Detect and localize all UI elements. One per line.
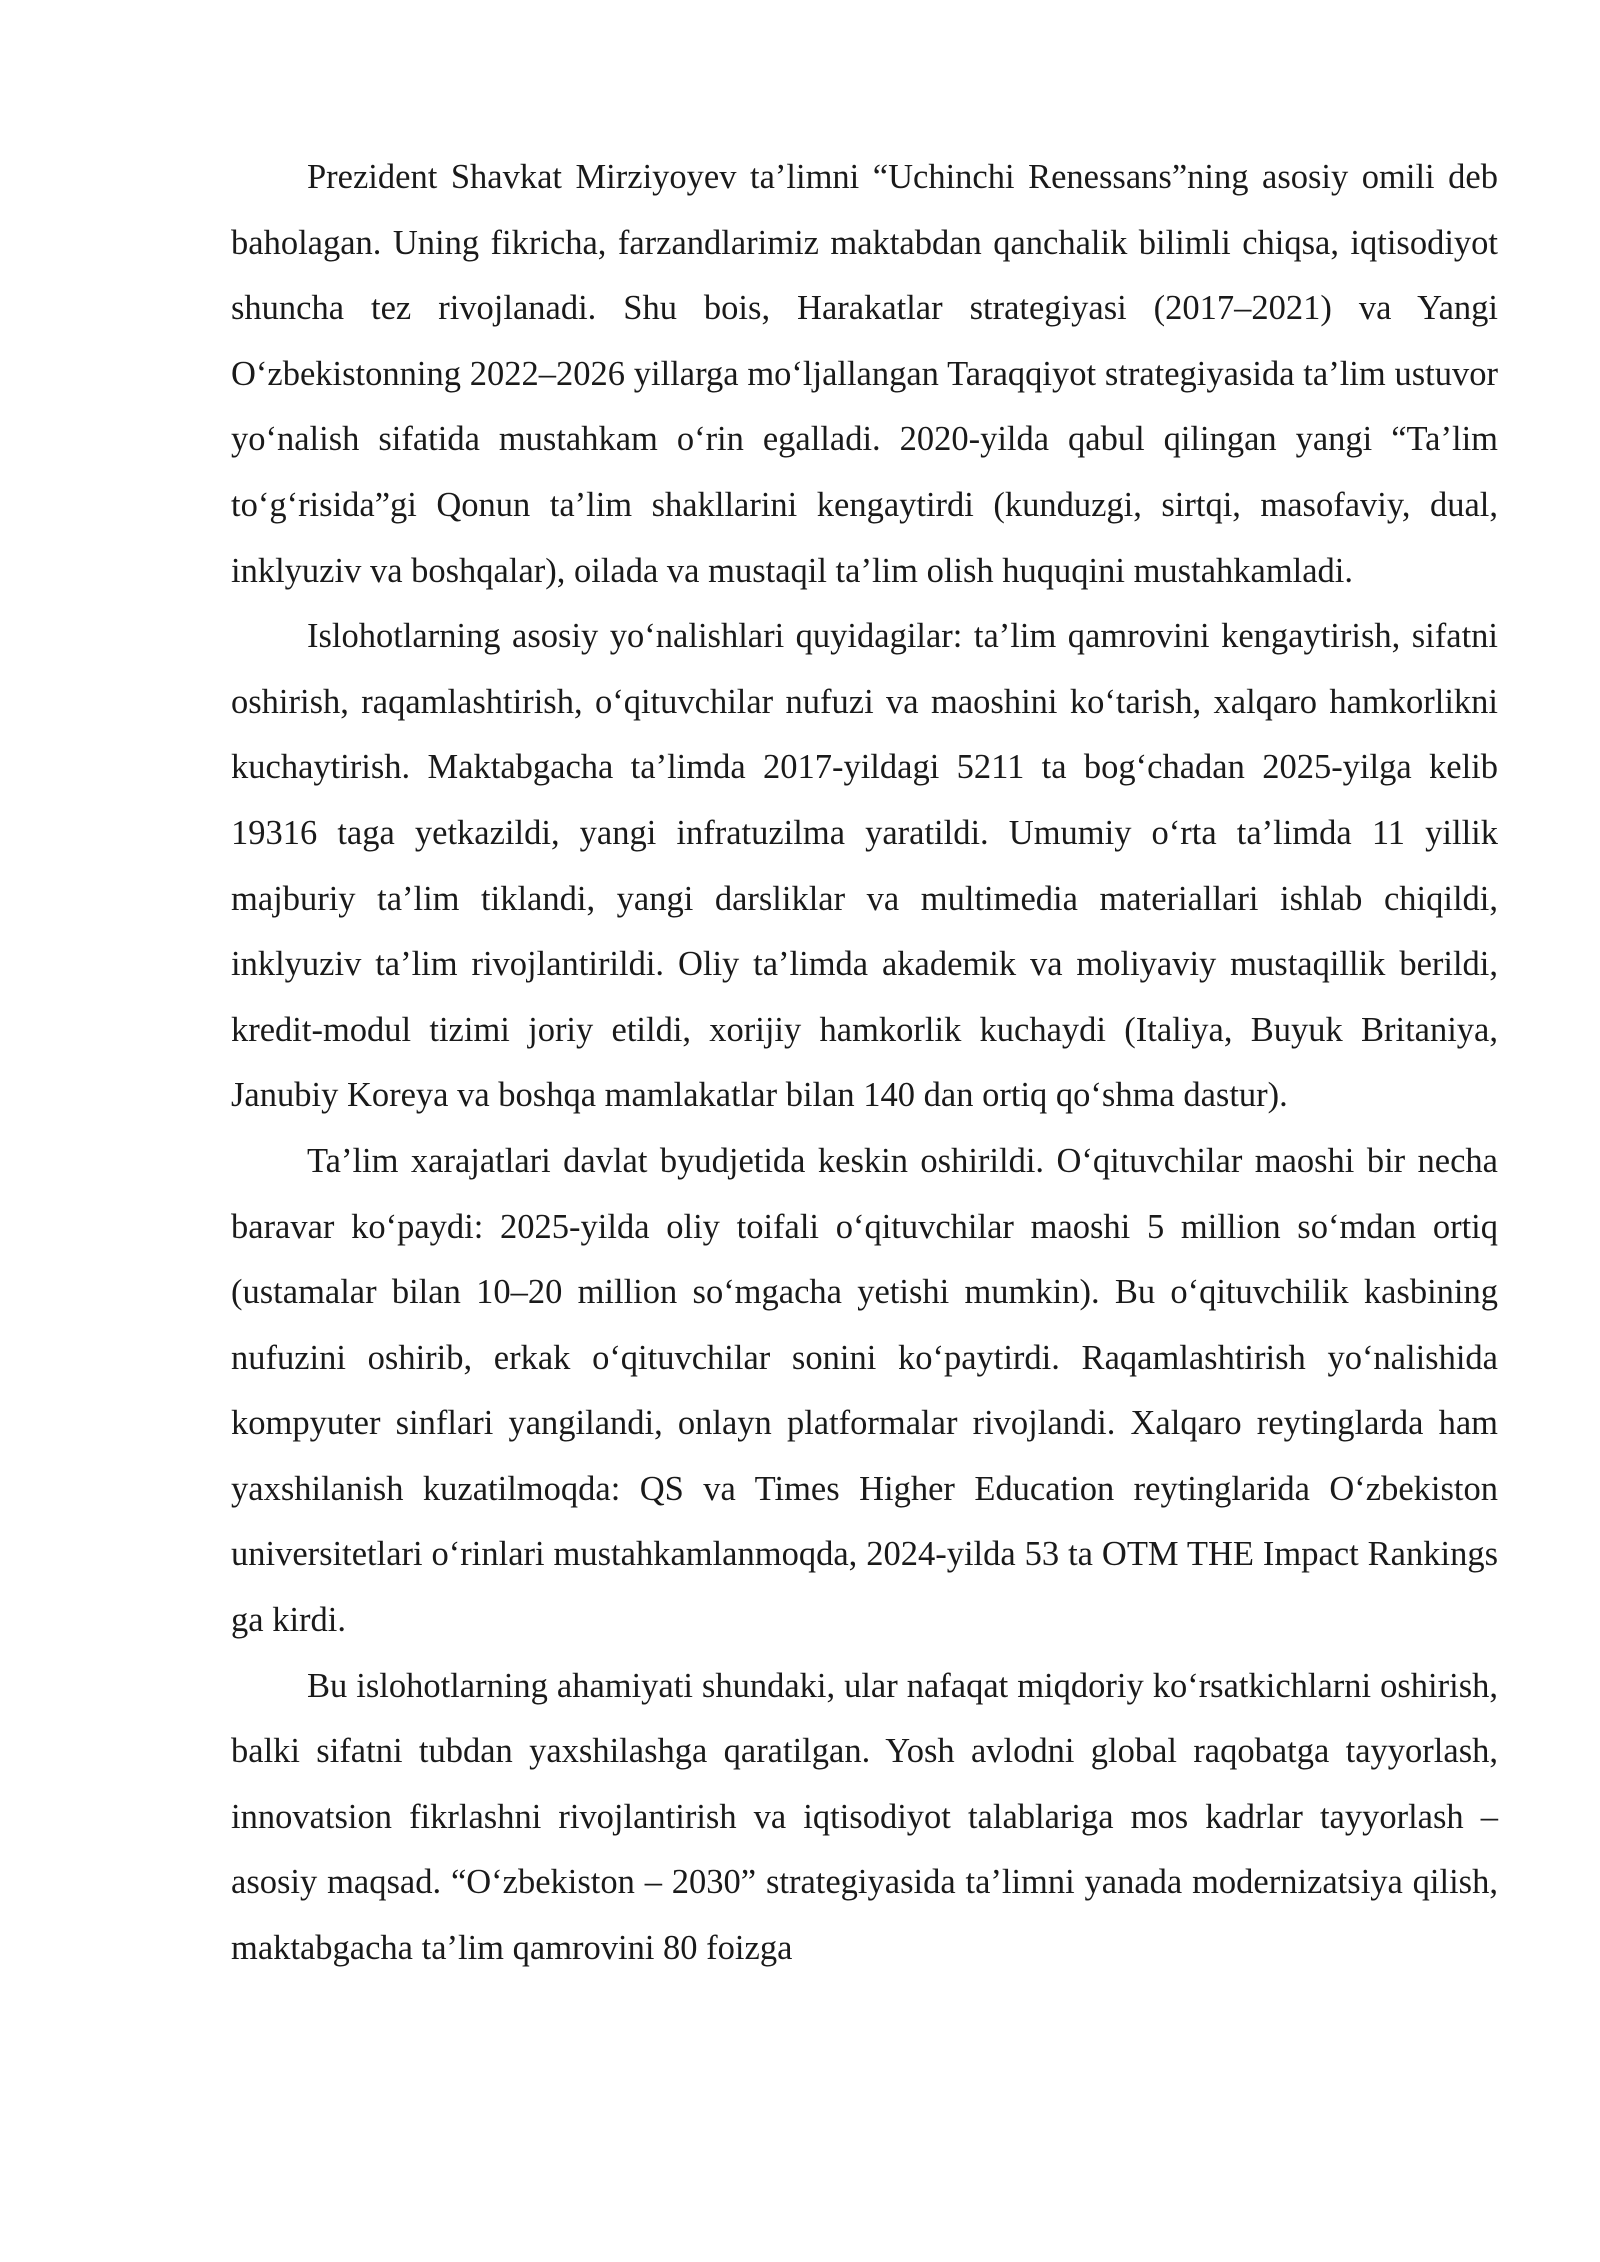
paragraph-3: Ta’lim xarajatlari davlat byudjetida keskin oshirildi. O‘qituvchilar maoshi bir necha baravar ko‘paydi: 2025-yilda oliy toifali o‘qituvchilar maoshi 5 million so‘mdan ortiq (ustamalar bilan 10–20 million so‘mgacha yetishi mumkin). Bu o‘qituvchilik kasbining nufuzini oshirib, erkak o‘qituvchilar sonini ko‘paytirdi. Raqamlashtirish yo‘nalishida kompyuter sinflari yangilandi, onlayn platformalar rivojlandi. Xalqaro reytinglarda ham yaxshilanish kuzatilmoqda: QS va Times Higher Education reytinglarida O‘zbekiston universitetlari o‘rinlari mustahkamlanmoqda, 2024-yilda 53 ta OTM THE Impact Rankings ga kirdi. [231,1141,1498,1640]
paragraph-1: Prezident Shavkat Mirziyoyev ta’limni “Uchinchi Renessans”ning asosiy omili deb baholagan. Uning fikricha, farzandlarimiz maktabdan qanchalik bilimli chiqsa, iqtisodiyot shuncha tez rivojlanadi. Shu bois, Harakatlar strategiyasi (2017–2021) va Yangi O‘zbekistonning 2022–2026 yillarga mo‘ljallangan Taraqqiyot strategiyasida ta’lim ustuvor yo‘nalish sifatida mustahkam o‘rin egalladi. 2020-yilda qabul qilingan yangi “Ta’lim to‘g‘risida”gi Qonun ta’lim shakllarini kengaytirdi (kunduzgi, sirtqi, masofaviy, dual, inklyuziv va boshqalar), oilada va mustaqil ta’lim olish huquqini mustahkamladi. [231,158,1498,590]
document-body [231,145,1498,1982]
paragraph-4: Bu islohotlarning ahamiyati shundaki, ular nafaqat miqdoriy ko‘rsatkichlarni oshirish, balki sifatni tubdan yaxshilashga qaratilgan. Yosh avlodni global raqobatga tayyorlash, innovatsion fikrlashni rivojlantirish va iqtisodiyot talablariga mos kadrlar tayyorlash – asosiy maqsad. “O‘zbekiston – 2030” strategiyasida ta’limni yanada modernizatsiya qilish, maktabgacha ta’lim qamrovini 80 foizga [231,1666,1498,1968]
paragraph-2: Islohotlarning asosiy yo‘nalishlari quyidagilar: ta’lim qamrovini kengaytirish, sifatni oshirish, raqamlashtirish, o‘qituvchilar nufuzi va maoshini ko‘tarish, xalqaro hamkorlikni kuchaytirish. Maktabgacha ta’limda 2017-yildagi 5211 ta bog‘chadan 2025-yilga kelib 19316 taga yetkazildi, yangi infratuzilma yaratildi. Umumiy o‘rta ta’limda 11 yillik majburiy ta’lim tiklandi, yangi darsliklar va multimedia materiallari ishlab chiqildi, inklyuziv ta’lim rivojlantirildi. Oliy ta’limda akademik va moliyaviy mustaqillik berildi, kredit-modul tizimi joriy etildi, xorijiy hamkorlik kuchaydi (Italiya, Buyuk Britaniya, Janubiy Koreya va boshqa mamlakatlar bilan 140 dan ortiq qo‘shma dastur). [231,617,1498,1115]
